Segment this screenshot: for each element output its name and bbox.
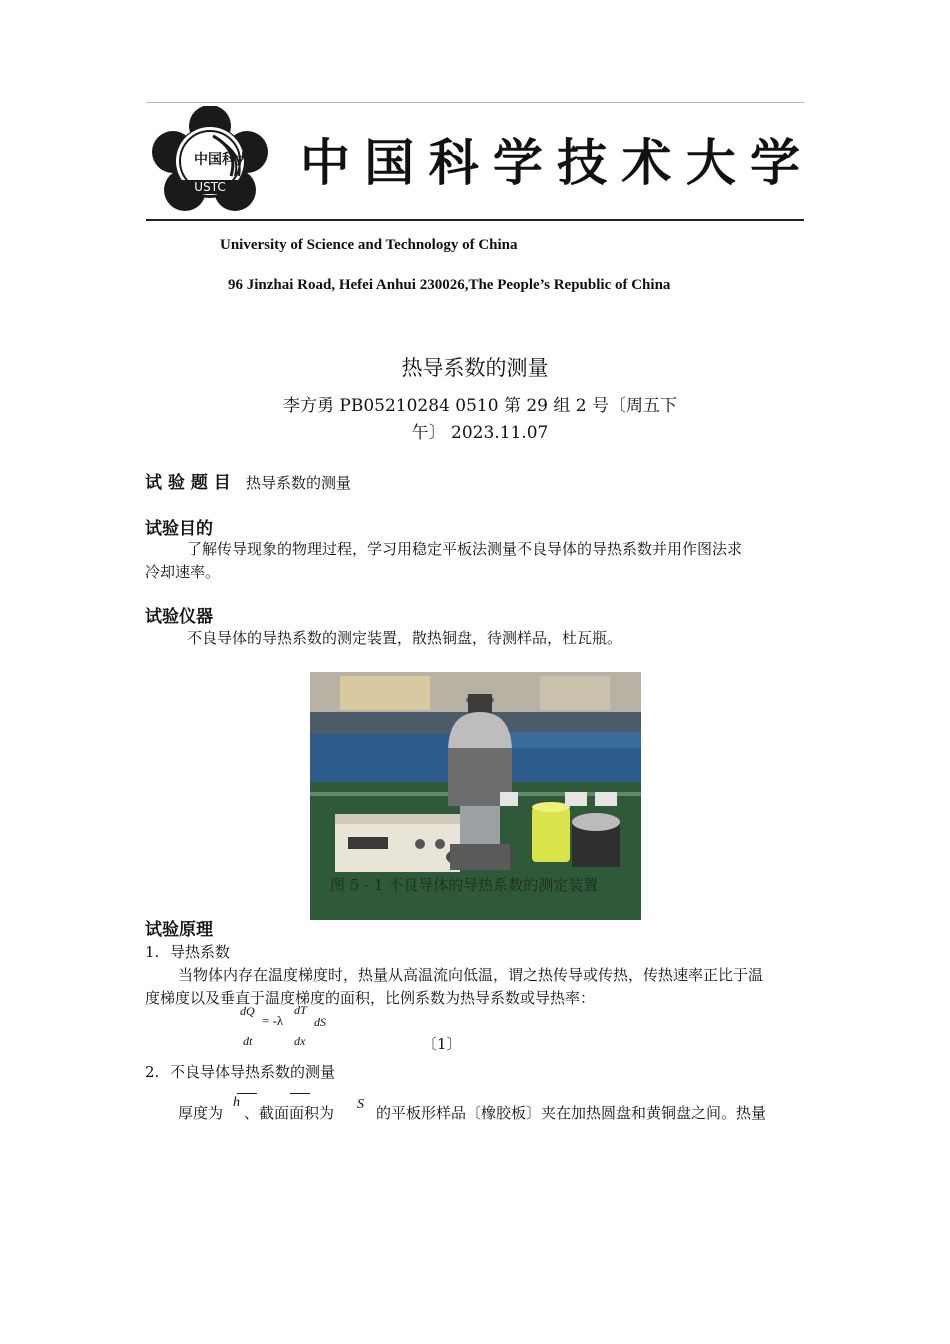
cn-char: 学: [492, 133, 543, 192]
cn-char: 国: [364, 133, 415, 192]
item2-text-suffix: 的平板形样品〔橡胶板〕夹在加热圆盘和黄铜盘之间。热量: [376, 1104, 767, 1122]
university-name-chinese: [300, 128, 800, 198]
equation-dx: dx: [294, 1034, 306, 1048]
equation-dt: dt: [243, 1034, 253, 1048]
item2-text-middle: 、截面面积为: [244, 1104, 335, 1122]
cn-char: 大: [685, 133, 736, 192]
figure-caption: 图 5 - 1 不良导体的导热系数的测定装置: [330, 876, 599, 894]
cn-char: 术: [621, 133, 672, 192]
principle-heading: 试验原理: [145, 920, 213, 940]
cn-char: 技: [557, 133, 608, 192]
university-name-english: University of Science and Technology of China: [220, 237, 518, 253]
cn-char: 中: [300, 133, 350, 192]
equation-equals-lambda: = -λ: [262, 1013, 284, 1028]
purpose-text-line1: 了解传导现象的物理过程，学习用稳定平板法测量不良导体的导热系数并用作图法求: [187, 540, 743, 558]
equation-dS: dS: [314, 1015, 326, 1029]
item2-title: 不良导体导热系数的测量: [170, 1063, 336, 1081]
apparatus-text: 不良导体的导热系数的测定装置，散热铜盘，待测样品，杜瓦瓶。: [187, 629, 623, 647]
seal-text-chinese: 中国科大: [194, 152, 250, 168]
item1-title: 导热系数: [170, 943, 231, 961]
h-overline: [237, 1093, 257, 1094]
apparatus-heading: 试验仪器: [145, 607, 213, 627]
purpose-text-line2: 冷却速率。: [145, 563, 221, 581]
item1-text-line1: 当物体内存在温度梯度时，热量从高温流向低温，谓之热传导或传热，传热速率正比于温: [178, 966, 764, 984]
purpose-heading: 试验目的: [145, 519, 213, 539]
seal-text-ustc: USTC: [194, 180, 226, 194]
item2-number: 2.: [145, 1063, 160, 1081]
author-line-1: 李方勇 PB05210284 0510 第 29 组 2 号〔周五下: [283, 396, 677, 416]
university-address: 96 Jinzhai Road, Hefei Anhui 230026,The People’s Republic of China: [228, 277, 671, 293]
s-overline: [290, 1093, 310, 1094]
item1-number: 1.: [145, 943, 160, 961]
cn-char: 科: [428, 133, 479, 192]
item1-text-line2: 度梯度以及垂直于温度梯度的面积，比例系数为热导系数或导热率：: [145, 989, 596, 1007]
item2-S-symbol: S: [357, 1097, 364, 1112]
equation-dQ: dQ: [240, 1004, 255, 1018]
item2-text-prefix: 厚度为: [178, 1104, 224, 1122]
item2-h-symbol: h: [233, 1095, 240, 1110]
author-line-2: 午〕 2023.11.07: [411, 423, 549, 443]
topic-value: 热导系数的测量: [246, 474, 352, 492]
equation-number: 〔1〕: [422, 1035, 462, 1053]
equation-dT: dT: [294, 1003, 307, 1017]
ustc-seal-logo: [151, 106, 269, 214]
author-info: [250, 393, 710, 447]
topic-heading: 试 验 题 目: [145, 473, 231, 493]
cn-char: 学: [749, 133, 800, 192]
report-title: 热导系数的测量: [401, 356, 549, 380]
